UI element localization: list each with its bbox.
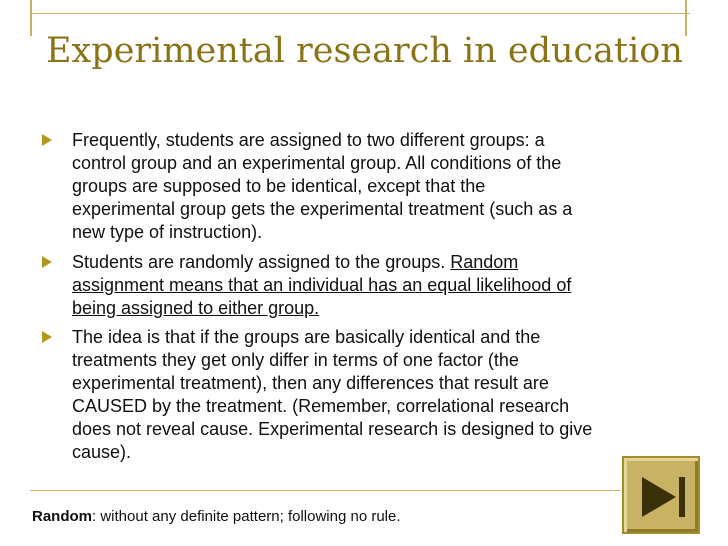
bullet-2-line-1 (72, 251, 518, 274)
frame-line-bottom (30, 490, 620, 491)
frame-line-right (685, 0, 687, 36)
bullet-3-line-3: experimental treatment), then any differences that result are (72, 373, 549, 393)
random-assignment-definition: Random (450, 252, 519, 272)
bullet-1-line-4: experimental group gets the experimental treatment (such as a (72, 199, 573, 219)
footnote-term: Random (32, 508, 92, 525)
footnote (32, 508, 401, 525)
bullet-2-line-3: being assigned to either group. (72, 298, 320, 318)
footnote-definition: : without any definite pattern; following no rule. (92, 508, 401, 525)
bullet-1-line-3: groups are supposed to be identical, except that the (72, 176, 486, 196)
triangle-bullet-icon (42, 134, 52, 146)
bullet-1-line-2: control group and an experimental group. All conditions of the (72, 153, 562, 173)
bullet-1-line-5: new type of instruction). (72, 222, 263, 242)
bullet-3-line-5: does not reveal cause. Experimental research is designed to give (72, 419, 593, 439)
bullet-3-line-1: The idea is that if the groups are basically identical and the (72, 327, 541, 347)
slide-title: Experimental research in education (46, 31, 683, 71)
bullet-3-line-2: treatments they get only differ in terms of one factor (the (72, 350, 519, 370)
bullet-2-line-2: assignment means that an individual has an equal likelihood of (72, 275, 572, 295)
triangle-bullet-icon (42, 256, 52, 268)
bullet-3-line-4: CAUSED by the treatment. (Remember, correlational research (72, 396, 570, 416)
frame-line-top (30, 13, 690, 14)
bullet-2-plain-text: Students are randomly assigned to the groups. (72, 252, 451, 272)
frame-line-left (30, 0, 32, 36)
triangle-bullet-icon (42, 331, 52, 343)
bullet-1-line-1: Frequently, students are assigned to two different groups: a (72, 130, 545, 150)
bullet-3-line-6: cause). (72, 442, 132, 462)
play-next-icon (624, 458, 702, 536)
next-slide-button[interactable] (622, 456, 700, 534)
